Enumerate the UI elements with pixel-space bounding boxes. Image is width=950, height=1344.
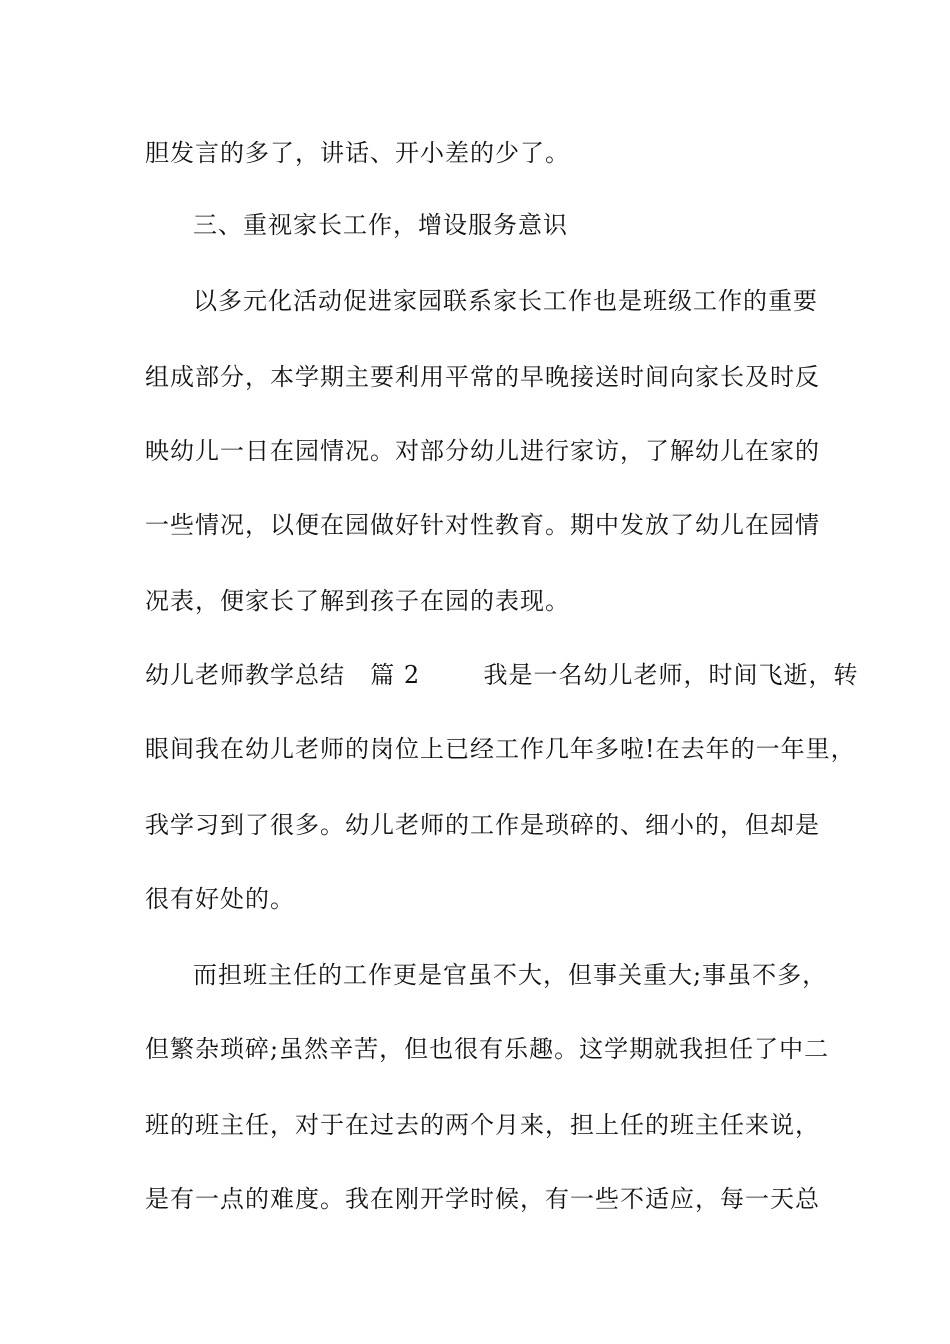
text-line: 而担班主任的工作更是官虽不大，但事关重大;事虽不多，: [193, 961, 828, 989]
text-line: 班的班主任，对于在过去的两个月来，担上任的班主任来说，: [145, 1111, 820, 1139]
text-line: 一些情况，以便在园做好针对性教育。期中发放了幼儿在园情: [145, 511, 820, 539]
text-line: 但繁杂琐碎;虽然辛苦，但也很有乐趣。这学期就我担任了中二: [145, 1035, 830, 1063]
text-line: 是有一点的难度。我在刚开学时候，有一些不适应，每一天总: [145, 1185, 820, 1213]
text-line: 以多元化活动促进家园联系家长工作也是班级工作的重要: [193, 287, 818, 315]
text-line: 眼间我在幼儿老师的岗位上已经工作几年多啦!在去年的一年里，: [145, 735, 856, 763]
text-line: 胆发言的多了，讲话、开小差的少了。: [145, 139, 570, 167]
text-line: 况表，便家长了解到孩子在园的表现。: [145, 587, 570, 615]
text-line: 很有好处的。: [145, 885, 295, 913]
text-line: 我学习到了很多。幼儿老师的工作是琐碎的、细小的，但却是: [145, 811, 820, 839]
section-first-text: 我是一名幼儿老师，时间飞逝，转: [483, 661, 859, 689]
section-title-line: [145, 660, 859, 690]
text-line: 组成部分，本学期主要利用平常的早晚接送时间向家长及时反: [145, 363, 820, 391]
section-number: 篇 2: [370, 661, 421, 689]
text-line: 映幼儿一日在园情况。对部分幼儿进行家访，了解幼儿在家的: [145, 437, 820, 465]
section-title: 幼儿老师教学总结: [145, 661, 345, 689]
section-heading: 三、重视家长工作，增设服务意识: [193, 211, 568, 239]
